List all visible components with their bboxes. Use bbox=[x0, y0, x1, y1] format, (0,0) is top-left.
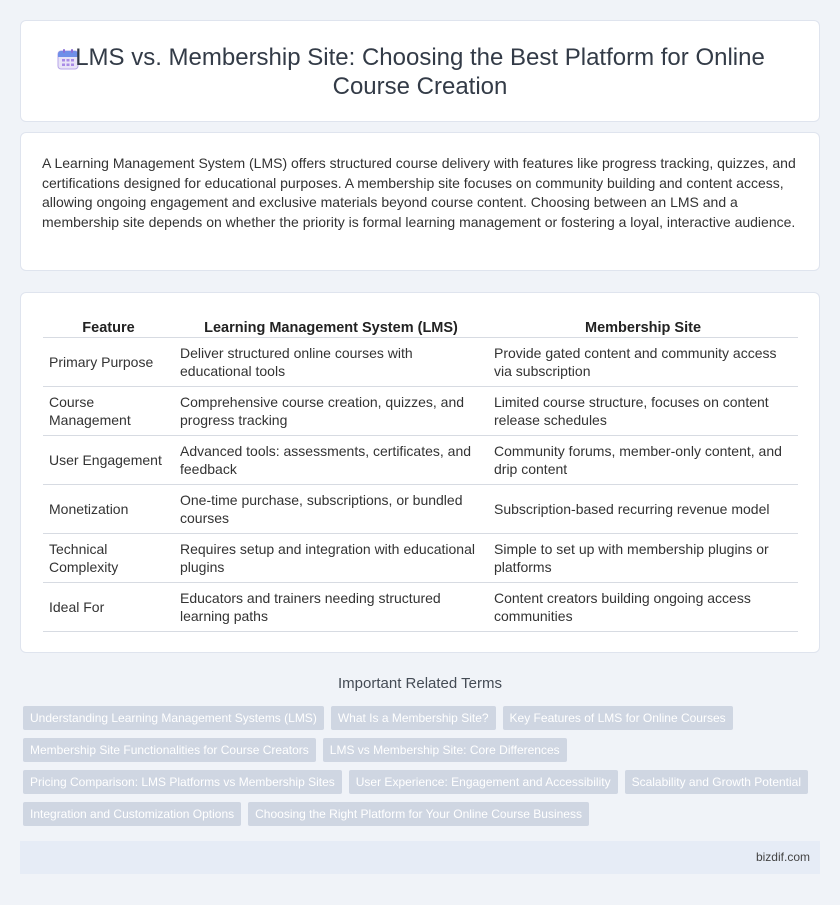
comparison-table-card bbox=[20, 292, 820, 653]
related-term-link[interactable]: Pricing Comparison: LMS Platforms vs Membership Sites bbox=[23, 770, 342, 794]
column-header: Learning Management System (LMS) bbox=[174, 314, 488, 337]
related-term-link[interactable]: Key Features of LMS for Online Courses bbox=[503, 706, 733, 730]
related-term-link[interactable]: Choosing the Right Platform for Your Online Course Business bbox=[248, 802, 589, 826]
site-credit[interactable]: bizdif.com bbox=[755, 850, 810, 864]
table-header-row bbox=[43, 314, 798, 337]
column-header: Feature bbox=[43, 314, 174, 337]
table-row bbox=[43, 337, 798, 386]
table-cell: One-time purchase, subscriptions, or bundled courses bbox=[174, 484, 488, 533]
summary-paragraph: A Learning Management System (LMS) offers structured course delivery with features like progress tracking, quizzes, and certifications designed for educational purposes. A membership site focuses on community building and content access, allowing ongoing engagement and exclusive materials beyond course content. Choosing between an LMS and a membership site depends on whether the priority is formal learning management or fostering a loyal, interactive audience. bbox=[42, 155, 796, 230]
related-term-link[interactable]: User Experience: Engagement and Accessibility bbox=[349, 770, 618, 794]
related-terms-list bbox=[23, 706, 823, 834]
table-cell: Content creators building ongoing access communities bbox=[488, 582, 798, 631]
page-title: LMS vs. Membership Site: Choosing the Best Platform for Online Course Creation bbox=[75, 44, 765, 100]
table-cell: Provide gated content and community access via subscription bbox=[488, 337, 798, 386]
table-cell: Limited course structure, focuses on content release schedules bbox=[488, 386, 798, 435]
related-term-link[interactable]: Scalability and Growth Potential bbox=[625, 770, 808, 794]
table-row bbox=[43, 386, 798, 435]
related-term-link[interactable]: Integration and Customization Options bbox=[23, 802, 241, 826]
related-term-link[interactable]: Understanding Learning Management Systems (LMS) bbox=[23, 706, 324, 730]
table-cell: Subscription-based recurring revenue model bbox=[488, 484, 798, 533]
related-terms-heading: Important Related Terms bbox=[338, 675, 502, 692]
table-row bbox=[43, 582, 798, 631]
table-cell: Primary Purpose bbox=[43, 337, 174, 386]
table-cell: Comprehensive course creation, quizzes, and progress tracking bbox=[174, 386, 488, 435]
related-term-link[interactable]: What Is a Membership Site? bbox=[331, 706, 496, 730]
table-cell: User Engagement bbox=[43, 435, 174, 484]
table-cell: Monetization bbox=[43, 484, 174, 533]
table-row bbox=[43, 533, 798, 582]
table-cell: Educators and trainers needing structured learning paths bbox=[174, 582, 488, 631]
table-cell: Ideal For bbox=[43, 582, 174, 631]
table-cell: Technical Complexity bbox=[43, 533, 174, 582]
table-cell: Deliver structured online courses with educational tools bbox=[174, 337, 488, 386]
comparison-table bbox=[43, 314, 798, 632]
table-cell: Advanced tools: assessments, certificates, and feedback bbox=[174, 435, 488, 484]
table-row bbox=[43, 484, 798, 533]
table-cell: Simple to set up with membership plugins or platforms bbox=[488, 533, 798, 582]
summary-card bbox=[20, 132, 820, 271]
table-cell: Course Management bbox=[43, 386, 174, 435]
table-row bbox=[43, 435, 798, 484]
table-cell: Requires setup and integration with educational plugins bbox=[174, 533, 488, 582]
title-card bbox=[20, 20, 820, 122]
footer bbox=[20, 841, 820, 874]
related-term-link[interactable]: Membership Site Functionalities for Course Creators bbox=[23, 738, 316, 762]
table-cell: Community forums, member-only content, and drip content bbox=[488, 435, 798, 484]
related-term-link[interactable]: LMS vs Membership Site: Core Differences bbox=[323, 738, 567, 762]
column-header: Membership Site bbox=[488, 314, 798, 337]
